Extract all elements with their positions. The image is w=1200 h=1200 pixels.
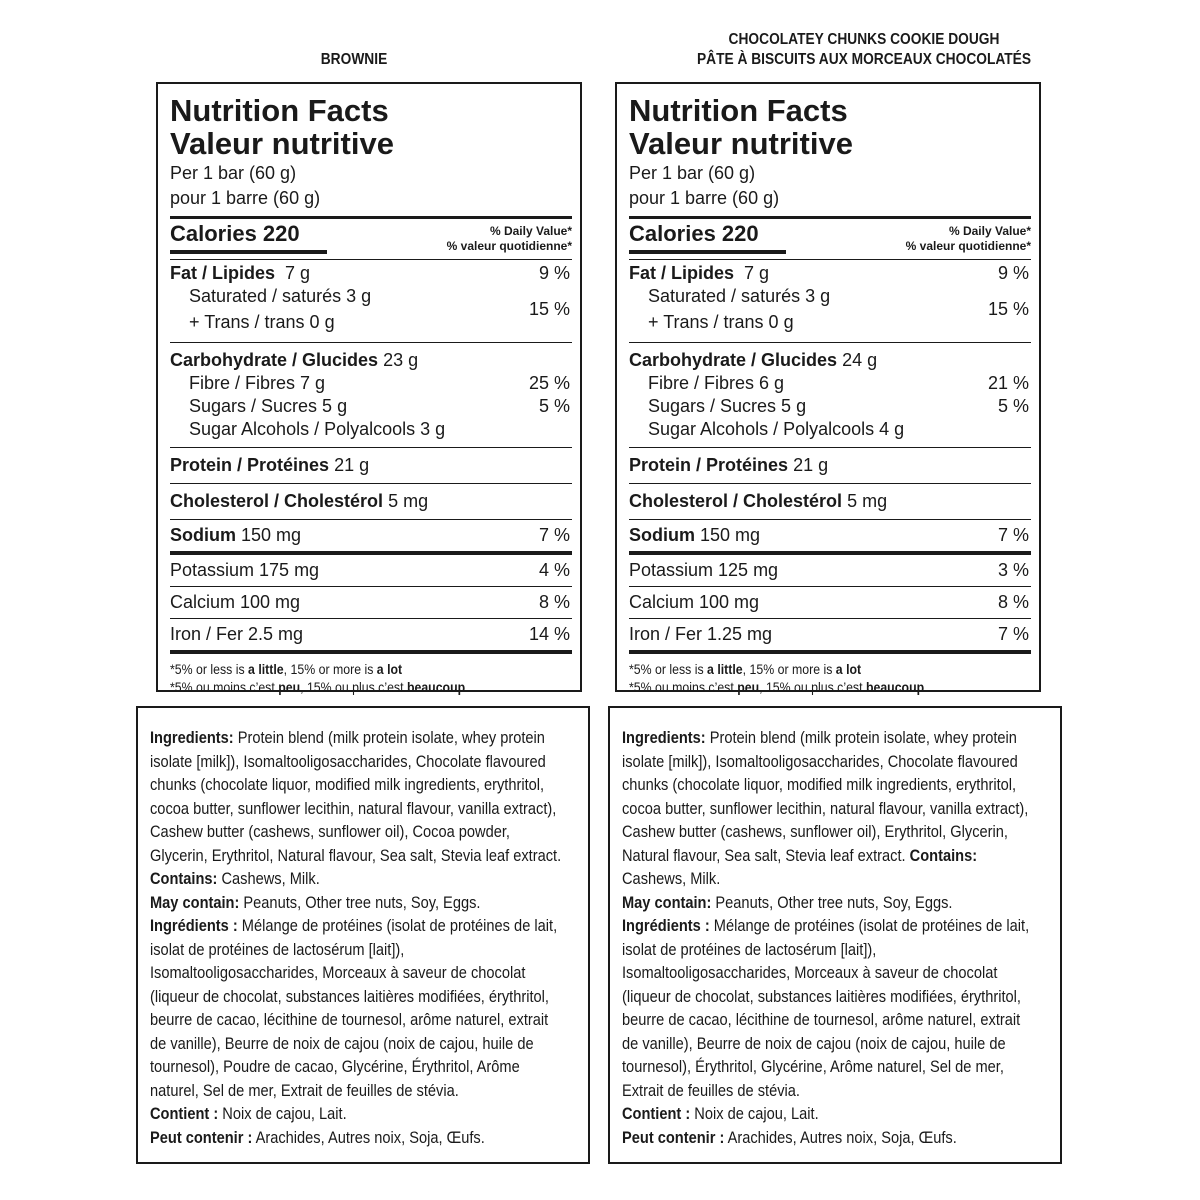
carbohydrate-block xyxy=(170,343,572,447)
may-contain-list: Peanuts, Other tree nuts, Soy, Eggs. xyxy=(239,892,481,912)
daily-value-fr: % valeur quotidienne* xyxy=(446,239,572,253)
sodium-percent: 7 % xyxy=(538,525,570,545)
potassium-row xyxy=(629,555,1031,586)
potassium-percent: 3 % xyxy=(997,560,1029,580)
fibre-label: Fibre / Fibres 7 g xyxy=(189,373,326,393)
serving-size-fr: pour 1 barre (60 g) xyxy=(629,188,780,208)
sugars-row xyxy=(629,395,1031,418)
protein-amount: 21 g xyxy=(793,455,829,475)
contains-list: Cashews, Milk. xyxy=(622,869,721,888)
footnote-text: , 15% or more is xyxy=(742,661,836,677)
ingredients-text xyxy=(622,726,1038,1149)
daily-value-header xyxy=(447,224,572,254)
product-title-cookie-dough xyxy=(615,30,1114,70)
saturated-row: Saturated / saturés 3 g xyxy=(648,286,831,306)
nutrition-heading-en: Nutrition Facts xyxy=(629,93,848,128)
calcium-percent: 8 % xyxy=(538,592,570,612)
peut-contenir-label: Peut contenir : xyxy=(150,1127,253,1147)
footnote-fr xyxy=(170,678,524,696)
ingredients-fr-list: Mélange de protéines (isolat de protéines de lait, isolat de protéines de lactosérum [lait]), Isomaltooligosaccharides, Morceaux à saveur de chocolat (liqueur de chocolat, substances laitières modifiées, érythritol, beurre de cacao, lécithine de tournesol, arôme naturel, extrait de vanille), Beurre de noix de cajou (noix de cajou, huile de tournesol), Érythritol, Glycérine, Arôme naturel, Sel de mer, Extrait de feuilles de stévia. xyxy=(622,916,1030,1100)
protein-block xyxy=(629,448,1031,483)
peut-contenir-label: Peut contenir : xyxy=(622,1127,725,1147)
calcium-label: Calcium 100 mg xyxy=(170,592,301,612)
daily-value-header xyxy=(906,224,1031,254)
serving-size xyxy=(629,161,1031,211)
carbohydrate-row xyxy=(170,349,572,372)
serving-size-en: Per 1 bar (60 g) xyxy=(170,163,297,183)
footnote-bold: peu xyxy=(737,679,760,695)
divider xyxy=(170,259,572,260)
fat-amount: 7 g xyxy=(285,263,311,283)
footnote-bold: a lot xyxy=(835,661,862,677)
contains-label: Contains: xyxy=(150,869,218,888)
serving-size-en: Per 1 bar (60 g) xyxy=(629,163,756,183)
sugar-alcohols-row: Sugar Alcohols / Polyalcools 3 g xyxy=(189,419,446,439)
saturated-row: Saturated / saturés 3 g xyxy=(189,286,372,306)
fibre-percent: 21 % xyxy=(987,373,1029,393)
sodium-percent: 7 % xyxy=(997,525,1029,545)
cholesterol-row xyxy=(629,490,1031,513)
may-contain-label: May contain: xyxy=(622,892,712,912)
fibre-percent: 25 % xyxy=(528,373,570,393)
fibre-row xyxy=(170,372,572,395)
saturated-trans-percent: 15 % xyxy=(528,299,570,319)
divider-thick xyxy=(170,650,572,654)
calcium-percent: 8 % xyxy=(997,592,1029,612)
footnote xyxy=(629,660,983,696)
fat-label: Fat / Lipides xyxy=(629,263,735,283)
carbohydrate-label: Carbohydrate / Glucides xyxy=(170,350,379,370)
trans-row: + Trans / trans 0 g xyxy=(648,312,794,332)
ingredients-fr xyxy=(150,914,566,1102)
footnote-bold: beaucoup xyxy=(865,679,925,695)
cholesterol-amount: 5 mg xyxy=(388,491,429,511)
cholesterol-block xyxy=(629,484,1031,519)
ingredients-text xyxy=(150,726,566,1149)
fat-percent: 9 % xyxy=(997,263,1029,283)
fat-block xyxy=(629,262,1031,342)
carbohydrate-label: Carbohydrate / Glucides xyxy=(629,350,838,370)
sugars-percent: 5 % xyxy=(997,396,1029,416)
fat-block xyxy=(170,262,572,342)
footnote-bold: a little xyxy=(707,661,743,677)
footnote xyxy=(170,660,524,696)
daily-value-fr: % valeur quotidienne* xyxy=(905,239,1031,253)
iron-label: Iron / Fer 2.5 mg xyxy=(170,624,304,644)
serving-size xyxy=(170,161,572,211)
footnote-bold: peu xyxy=(278,679,301,695)
divider-thick xyxy=(629,650,1031,654)
fibre-row xyxy=(629,372,1031,395)
contains-label: Contains: xyxy=(909,845,978,865)
contient-list: Noix de cajou, Lait. xyxy=(218,1104,347,1123)
sodium-label: Sodium xyxy=(629,525,695,545)
iron-percent: 14 % xyxy=(528,624,570,644)
iron-percent: 7 % xyxy=(997,624,1029,644)
fibre-label: Fibre / Fibres 6 g xyxy=(648,373,785,393)
cholesterol-label: Cholesterol / Cholestérol xyxy=(170,491,384,511)
footnote-text: *5% ou moins c’est xyxy=(629,679,738,695)
contient-label: Contient : xyxy=(622,1104,691,1123)
fat-row xyxy=(629,262,1031,285)
may-contain-label: May contain: xyxy=(150,892,240,912)
nutrition-facts-panel xyxy=(615,82,1041,695)
calcium-row xyxy=(170,587,572,618)
calories: Calories 220 xyxy=(170,221,300,246)
contient-label: Contient : xyxy=(150,1104,219,1123)
may-contain xyxy=(150,891,566,915)
contains-list: Cashews, Milk. xyxy=(217,869,320,888)
footnote-text: *5% ou moins c’est xyxy=(170,679,279,695)
product-title-brownie xyxy=(182,50,526,70)
fat-amount: 7 g xyxy=(744,263,770,283)
peut-contenir xyxy=(622,1126,1038,1150)
sodium-label: Sodium xyxy=(170,525,236,545)
nutrition-heading-fr: Valeur nutritive xyxy=(170,126,394,161)
product-title-line: BROWNIE xyxy=(320,51,388,68)
sodium-amount: 150 mg xyxy=(700,525,761,545)
nutrition-facts-panel xyxy=(156,82,582,695)
fat-row xyxy=(170,262,572,285)
peut-contenir-list: Arachides, Autres noix, Soja, Œufs. xyxy=(724,1127,957,1147)
iron-row xyxy=(629,619,1031,650)
footnote-bold: beaucoup xyxy=(406,679,466,695)
calories-row xyxy=(170,219,572,259)
may-contain xyxy=(622,891,1038,915)
calcium-row xyxy=(629,587,1031,618)
peut-contenir xyxy=(150,1126,566,1150)
ingredients-label: Ingredients: xyxy=(622,728,706,747)
fat-label: Fat / Lipides xyxy=(170,263,276,283)
footnote-text: *5% or less is xyxy=(170,661,249,677)
saturated-trans-percent: 15 % xyxy=(987,299,1029,319)
nutrition-heading-fr: Valeur nutritive xyxy=(629,126,853,161)
ingredients-label: Ingredients: xyxy=(150,728,234,747)
sugars-label: Sugars / Sucres 5 g xyxy=(648,396,807,416)
calories-underline xyxy=(629,250,786,254)
carbohydrate-block xyxy=(629,343,1031,447)
product-title-line: PÂTE À BISCUITS AUX MORCEAUX CHOCOLATÉS xyxy=(696,51,1032,68)
ingredients-fr-label: Ingrédients : xyxy=(150,916,238,935)
protein-row xyxy=(170,454,572,477)
contient-list: Noix de cajou, Lait. xyxy=(690,1104,819,1123)
fat-percent: 9 % xyxy=(538,263,570,283)
calories-underline xyxy=(170,250,327,254)
ingredients-list: Protein blend (milk protein isolate, whey protein isolate [milk]), Isomaltooligosaccharides, Chocolate flavoured chunks (chocolate liquor, modified milk ingredients, erythritol, cocoa butter, sunflower lecithin, natural flavour, vanilla extract), Cashew butter (cashews, sunflower oil), Erythritol, Glycerin, Natural flavour, Sea salt, Stevia leaf extract. xyxy=(622,728,1029,865)
sodium-row xyxy=(629,520,1031,551)
calories-row xyxy=(629,219,1031,259)
potassium-label: Potassium 125 mg xyxy=(629,560,779,580)
protein-label: Protein / Protéines xyxy=(170,455,330,475)
potassium-label: Potassium 175 mg xyxy=(170,560,320,580)
nutrition-heading-en: Nutrition Facts xyxy=(170,93,389,128)
sodium-row xyxy=(170,520,572,551)
ingredients-en xyxy=(622,726,1038,891)
ingredients-fr-list: Mélange de protéines (isolat de protéines de lait, isolat de protéines de lactosérum [lait]), Isomaltooligosaccharides, Morceaux à saveur de chocolat (liqueur de chocolat, substances laitières modifiées, érythritol, beurre de cacao, lécithine de tournesol, arôme naturel, extrait de vanille), Beurre de noix de cajou (noix de cajou, huile de tournesol), Poudre de cacao, Glycérine, Érythritol, Arôme naturel, Sel de mer, Extrait de feuilles de stévia. xyxy=(150,916,558,1100)
ingredients-list: Protein blend (milk protein isolate, whey protein isolate [milk]), Isomaltooligosaccharides, Chocolate flavoured chunks (chocolate liquor, modified milk ingredients, erythritol, cocoa butter, sunflower lecithin, natural flavour, vanilla extract), Cashew butter (cashews, sunflower oil), Cocoa powder, Glycerin, Erythritol, Natural flavour, Sea salt, Stevia leaf extract. xyxy=(150,728,562,865)
footnote-text: , 15% ou plus c’est xyxy=(300,679,407,695)
calories: Calories 220 xyxy=(629,221,759,246)
potassium-percent: 4 % xyxy=(538,560,570,580)
may-contain-list: Peanuts, Other tree nuts, Soy, Eggs. xyxy=(711,892,953,912)
contient xyxy=(622,1102,1038,1126)
potassium-row xyxy=(170,555,572,586)
footnote-fr xyxy=(629,678,983,696)
sugars-label: Sugars / Sucres 5 g xyxy=(189,396,348,416)
ingredients-panel xyxy=(136,706,590,1164)
daily-value-en: % Daily Value* xyxy=(489,224,572,238)
ingredients-en xyxy=(150,726,566,891)
footnote-text: , 15% or more is xyxy=(283,661,377,677)
product-title-line: CHOCOLATEY CHUNKS COOKIE DOUGH xyxy=(728,31,1000,48)
cholesterol-row xyxy=(170,490,572,513)
contient xyxy=(150,1102,566,1126)
cholesterol-block xyxy=(170,484,572,519)
daily-value-en: % Daily Value* xyxy=(948,224,1031,238)
footnote-en xyxy=(170,660,524,678)
footnote-text: *5% or less is xyxy=(629,661,708,677)
divider xyxy=(629,259,1031,260)
footnote-en xyxy=(629,660,983,678)
serving-size-fr: pour 1 barre (60 g) xyxy=(170,188,321,208)
sugar-alcohols-row: Sugar Alcohols / Polyalcools 4 g xyxy=(648,419,905,439)
footnote-bold: a lot xyxy=(376,661,403,677)
cholesterol-label: Cholesterol / Cholestérol xyxy=(629,491,843,511)
footnote-text: , 15% ou plus c’est xyxy=(759,679,866,695)
protein-row xyxy=(629,454,1031,477)
protein-block xyxy=(170,448,572,483)
iron-row xyxy=(170,619,572,650)
sugars-percent: 5 % xyxy=(538,396,570,416)
peut-contenir-list: Arachides, Autres noix, Soja, Œufs. xyxy=(252,1127,485,1147)
carbohydrate-row xyxy=(629,349,1031,372)
calcium-label: Calcium 100 mg xyxy=(629,592,760,612)
trans-row: + Trans / trans 0 g xyxy=(189,312,335,332)
carbohydrate-amount: 24 g xyxy=(842,350,878,370)
protein-amount: 21 g xyxy=(334,455,370,475)
ingredients-fr xyxy=(622,914,1038,1102)
cholesterol-amount: 5 mg xyxy=(847,491,888,511)
sugars-row xyxy=(170,395,572,418)
sodium-amount: 150 mg xyxy=(241,525,302,545)
iron-label: Iron / Fer 1.25 mg xyxy=(629,624,773,644)
ingredients-fr-label: Ingrédients : xyxy=(622,916,710,935)
ingredients-panel xyxy=(608,706,1062,1164)
carbohydrate-amount: 23 g xyxy=(383,350,419,370)
footnote-bold: a little xyxy=(248,661,284,677)
protein-label: Protein / Protéines xyxy=(629,455,789,475)
